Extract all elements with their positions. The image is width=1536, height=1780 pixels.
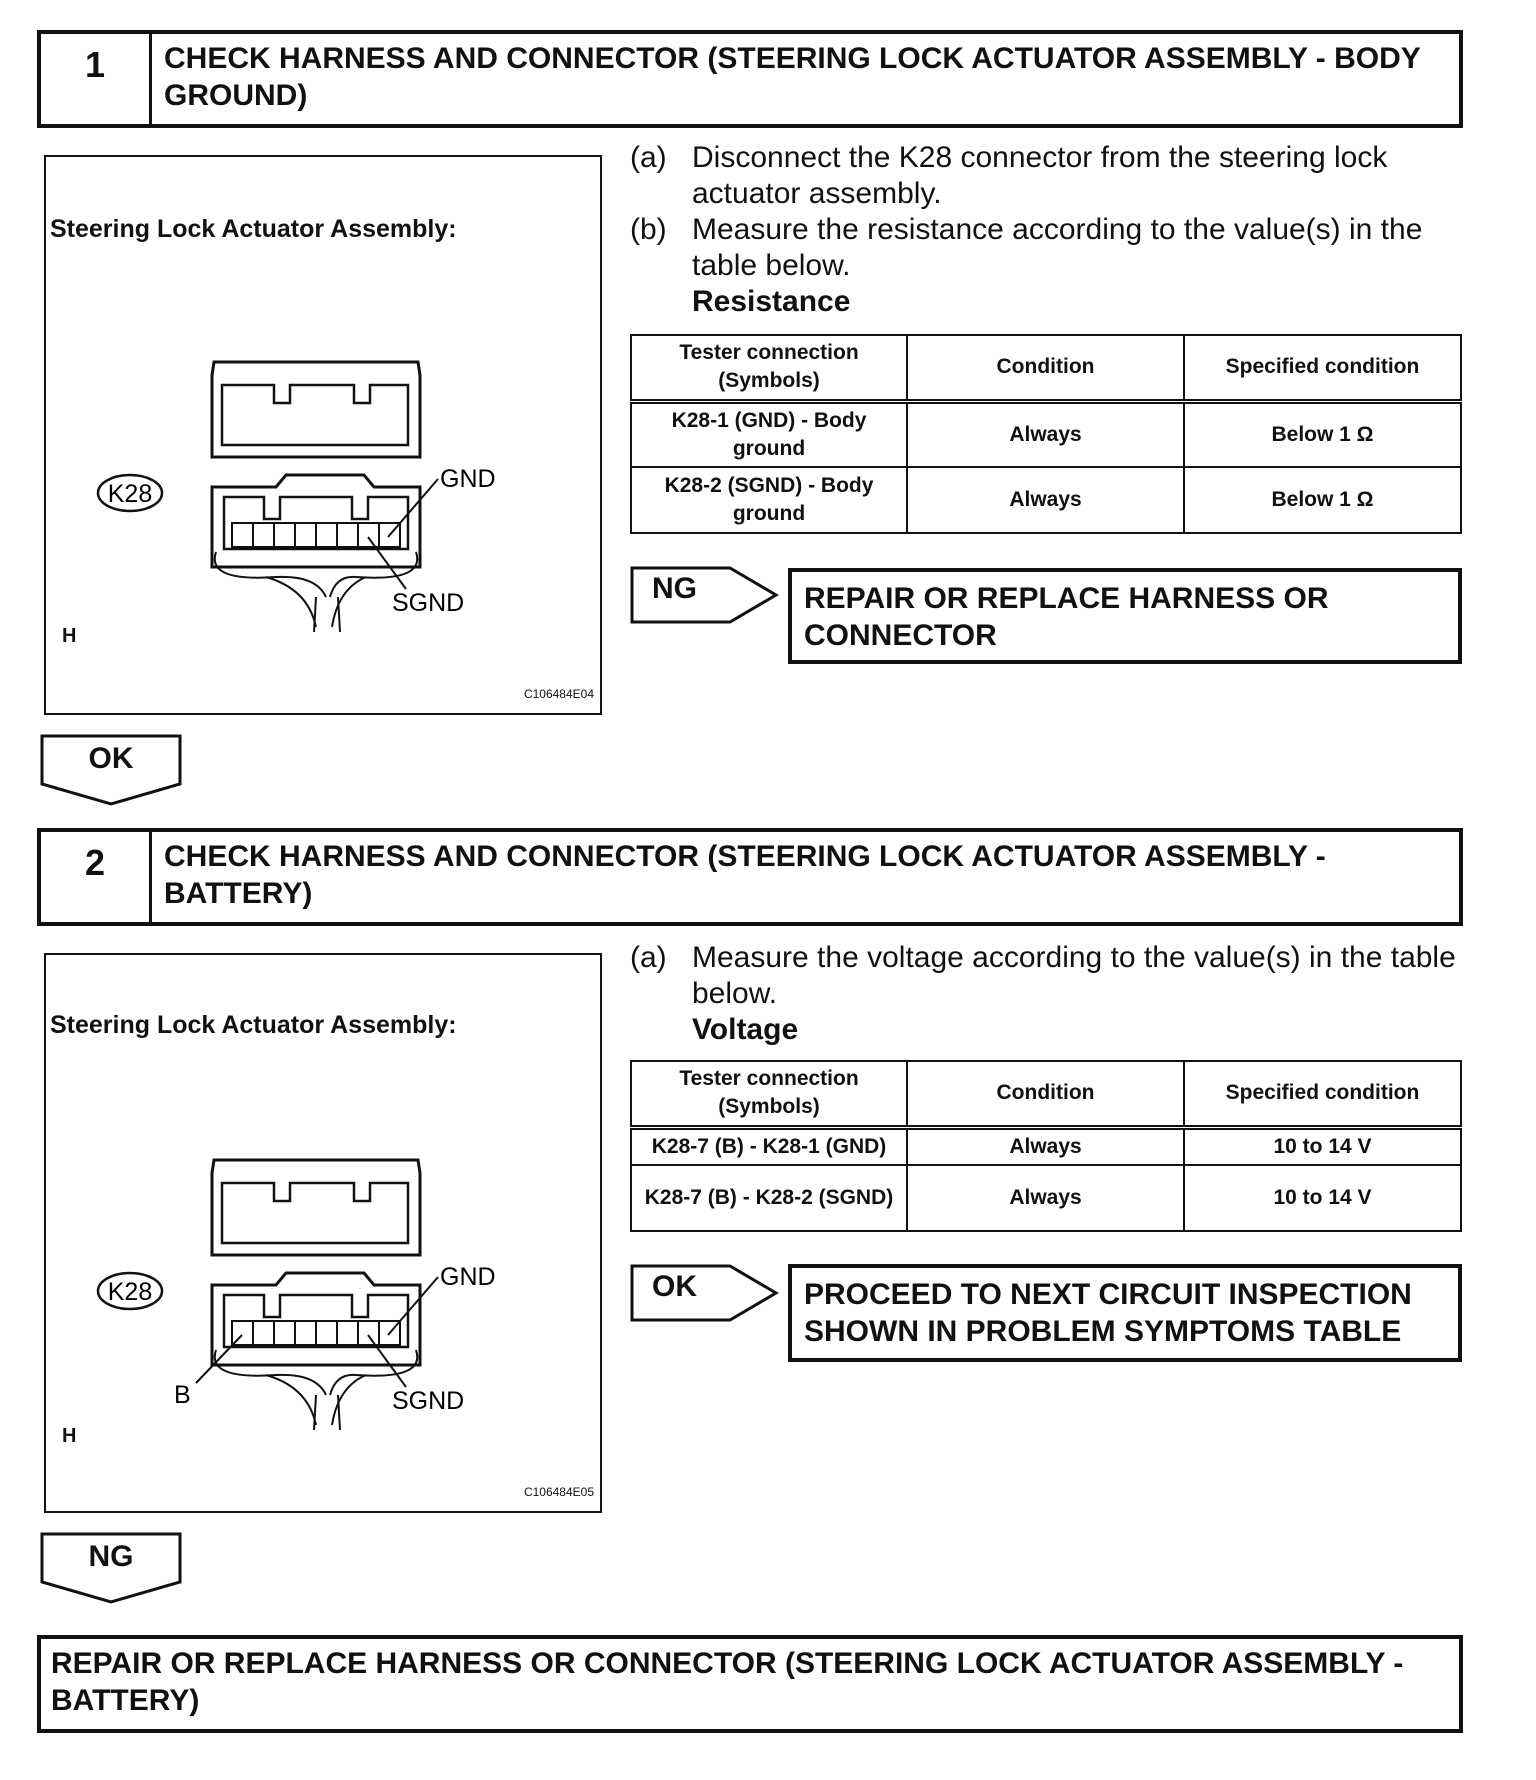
table-header: Tester connection (Symbols) [631,1061,907,1127]
table-row [631,1165,1461,1231]
pin-sgnd-label: SGND [392,1387,465,1415]
ok-tag-label: OK [652,1270,697,1303]
ng-tag-label: NG [652,572,697,605]
table-header: Specified condition [1184,1061,1461,1127]
table-row [631,1127,1461,1165]
figure-side-label: H [62,1425,77,1447]
table-cell: Always [907,467,1184,533]
table-header: Tester connection (Symbols) [631,335,907,401]
step2-ok-result: PROCEED TO NEXT CIRCUIT INSPECTION SHOWN IN PROBLEM SYMPTOMS TABLE [788,1264,1462,1362]
table-cell: Always [907,401,1184,467]
step2-header [37,828,1463,926]
flow-tag-label: OK [88,742,134,775]
step1-instructions [630,140,1460,320]
step1-ng-result: REPAIR OR REPLACE HARNESS OR CONNECTOR [788,568,1462,664]
connector-name: K28 [107,480,153,508]
pin-sgnd-label: SGND [392,589,465,617]
step1-ng-tag [630,566,780,624]
instruction-letter: (a) [630,941,667,974]
resistance-table [630,334,1462,534]
instruction-text: Measure the voltage according to the value(s) in the table below. [692,941,1456,1010]
pin-gnd-label: GND [440,1263,496,1291]
table-cell: 10 to 14 V [1184,1127,1461,1165]
table-cell: 10 to 14 V [1184,1165,1461,1231]
connector-name: K28 [107,1278,153,1306]
pin-b-label: B [174,1381,191,1409]
voltage-table [630,1060,1462,1232]
table-cell: K28-2 (SGND) - Body ground [631,467,907,533]
table-cell: Always [907,1127,1184,1165]
step1-number: 1 [41,34,152,124]
table-cell: K28-7 (B) - K28-1 (GND) [631,1127,907,1165]
table-header: Condition [907,1061,1184,1127]
step2-number: 2 [41,832,152,922]
connector-diagram [46,955,604,1515]
table-cell: K28-7 (B) - K28-2 (SGND) [631,1165,907,1231]
figure-code: C106484E04 [523,687,594,701]
final-action-box: REPAIR OR REPLACE HARNESS OR CONNECTOR (STEERING LOCK ACTUATOR ASSEMBLY - BATTERY) [37,1635,1463,1733]
step1-header [37,30,1463,128]
step2-figure [44,953,602,1513]
flow-tag-label: NG [88,1540,134,1573]
table-cell: Always [907,1165,1184,1231]
table-title: Voltage [692,1013,799,1046]
connector-diagram [46,157,604,717]
step1-ok-flow [40,734,182,806]
instruction-a [630,940,1460,1012]
instruction-text: Disconnect the K28 connector from the steering lock actuator assembly. [692,141,1388,210]
instruction-letter: (b) [630,213,667,246]
table-row [631,467,1461,533]
table-row [631,401,1461,467]
pin-gnd-label: GND [440,465,496,493]
figure-code: C106484E05 [523,1485,594,1499]
instruction-text: Measure the resistance according to the value(s) in the table below. [692,213,1423,282]
table-cell: K28-1 (GND) - Body ground [631,401,907,467]
instruction-b [630,212,1460,284]
step1-figure [44,155,602,715]
table-header: Specified condition [1184,335,1461,401]
figure-label: Steering Lock Actuator Assembly: [50,1011,457,1039]
step2-instructions [630,940,1460,1048]
table-cell: Below 1 Ω [1184,401,1461,467]
step2-title: CHECK HARNESS AND CONNECTOR (STEERING LOCK ACTUATOR ASSEMBLY - BATTERY) [164,840,1326,910]
step2-ok-tag [630,1264,780,1322]
figure-side-label: H [62,625,77,647]
step1-title: CHECK HARNESS AND CONNECTOR (STEERING LOCK ACTUATOR ASSEMBLY - BODY GROUND) [164,42,1421,112]
instruction-letter: (a) [630,141,667,174]
figure-label: Steering Lock Actuator Assembly: [50,215,457,243]
table-cell: Below 1 Ω [1184,467,1461,533]
table-title: Resistance [692,285,851,318]
table-header: Condition [907,335,1184,401]
instruction-a [630,140,1460,212]
step2-ng-flow [40,1532,182,1604]
